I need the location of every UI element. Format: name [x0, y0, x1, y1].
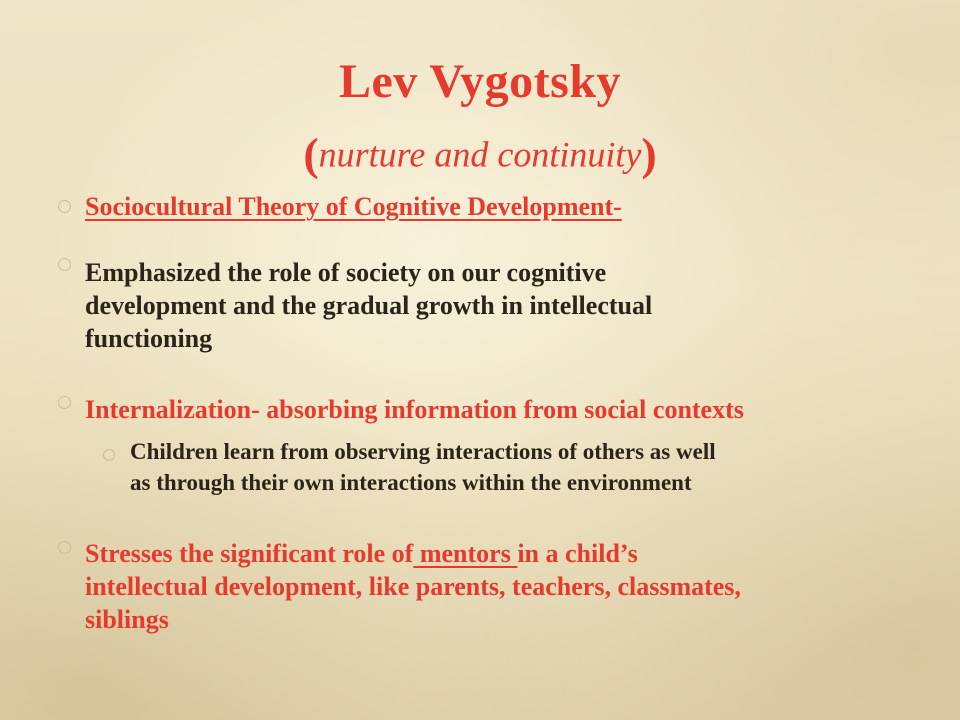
bullet-circle-icon [58, 396, 71, 409]
slide-subtitle [0, 128, 960, 180]
bullet-emphasized-line-2: development and the gradual growth in intellectual [85, 291, 653, 320]
sub-bullet-circle-icon [103, 449, 115, 461]
slide-title: Lev Vygotsky [338, 55, 622, 108]
bullet-mentors [85, 537, 741, 636]
mentors-underlined: mentors [413, 539, 518, 568]
bullet-mentors-line-1 [85, 537, 741, 570]
subtitle-text: nurture and continuity [318, 134, 642, 175]
subtitle-open-paren: ( [303, 128, 319, 180]
bullet-emphasized-line-1: Emphasized the role of society on our cognitive [85, 258, 607, 287]
bullet-emphasized-line-3: functioning [85, 324, 213, 353]
bullet-emphasized-role [85, 256, 652, 355]
bullet-sociocultural-theory: Sociocultural Theory of Cognitive Development- [85, 192, 622, 221]
mentors-line-post: in a child’s [517, 539, 638, 568]
bullet-internalization: Internalization- absorbing information from social contexts [85, 395, 744, 424]
sub-bullet-children-line-2: as through their own interactions within the environment [130, 470, 692, 495]
mentors-line-pre: Stresses the significant role of [85, 539, 414, 568]
bullet-circle-icon [58, 258, 71, 271]
bullet-mentors-line-3: siblings [85, 605, 169, 634]
bullet-mentors-line-2: intellectual development, like parents, teachers, classmates, [85, 572, 741, 601]
subtitle-close-paren: ) [641, 128, 657, 180]
sub-bullet-children-learn [130, 436, 716, 498]
bullet-circle-icon [58, 541, 71, 554]
bullet-circle-icon [58, 200, 71, 213]
sub-bullet-children-line-1: Children learn from observing interactions of others as well [130, 439, 716, 464]
